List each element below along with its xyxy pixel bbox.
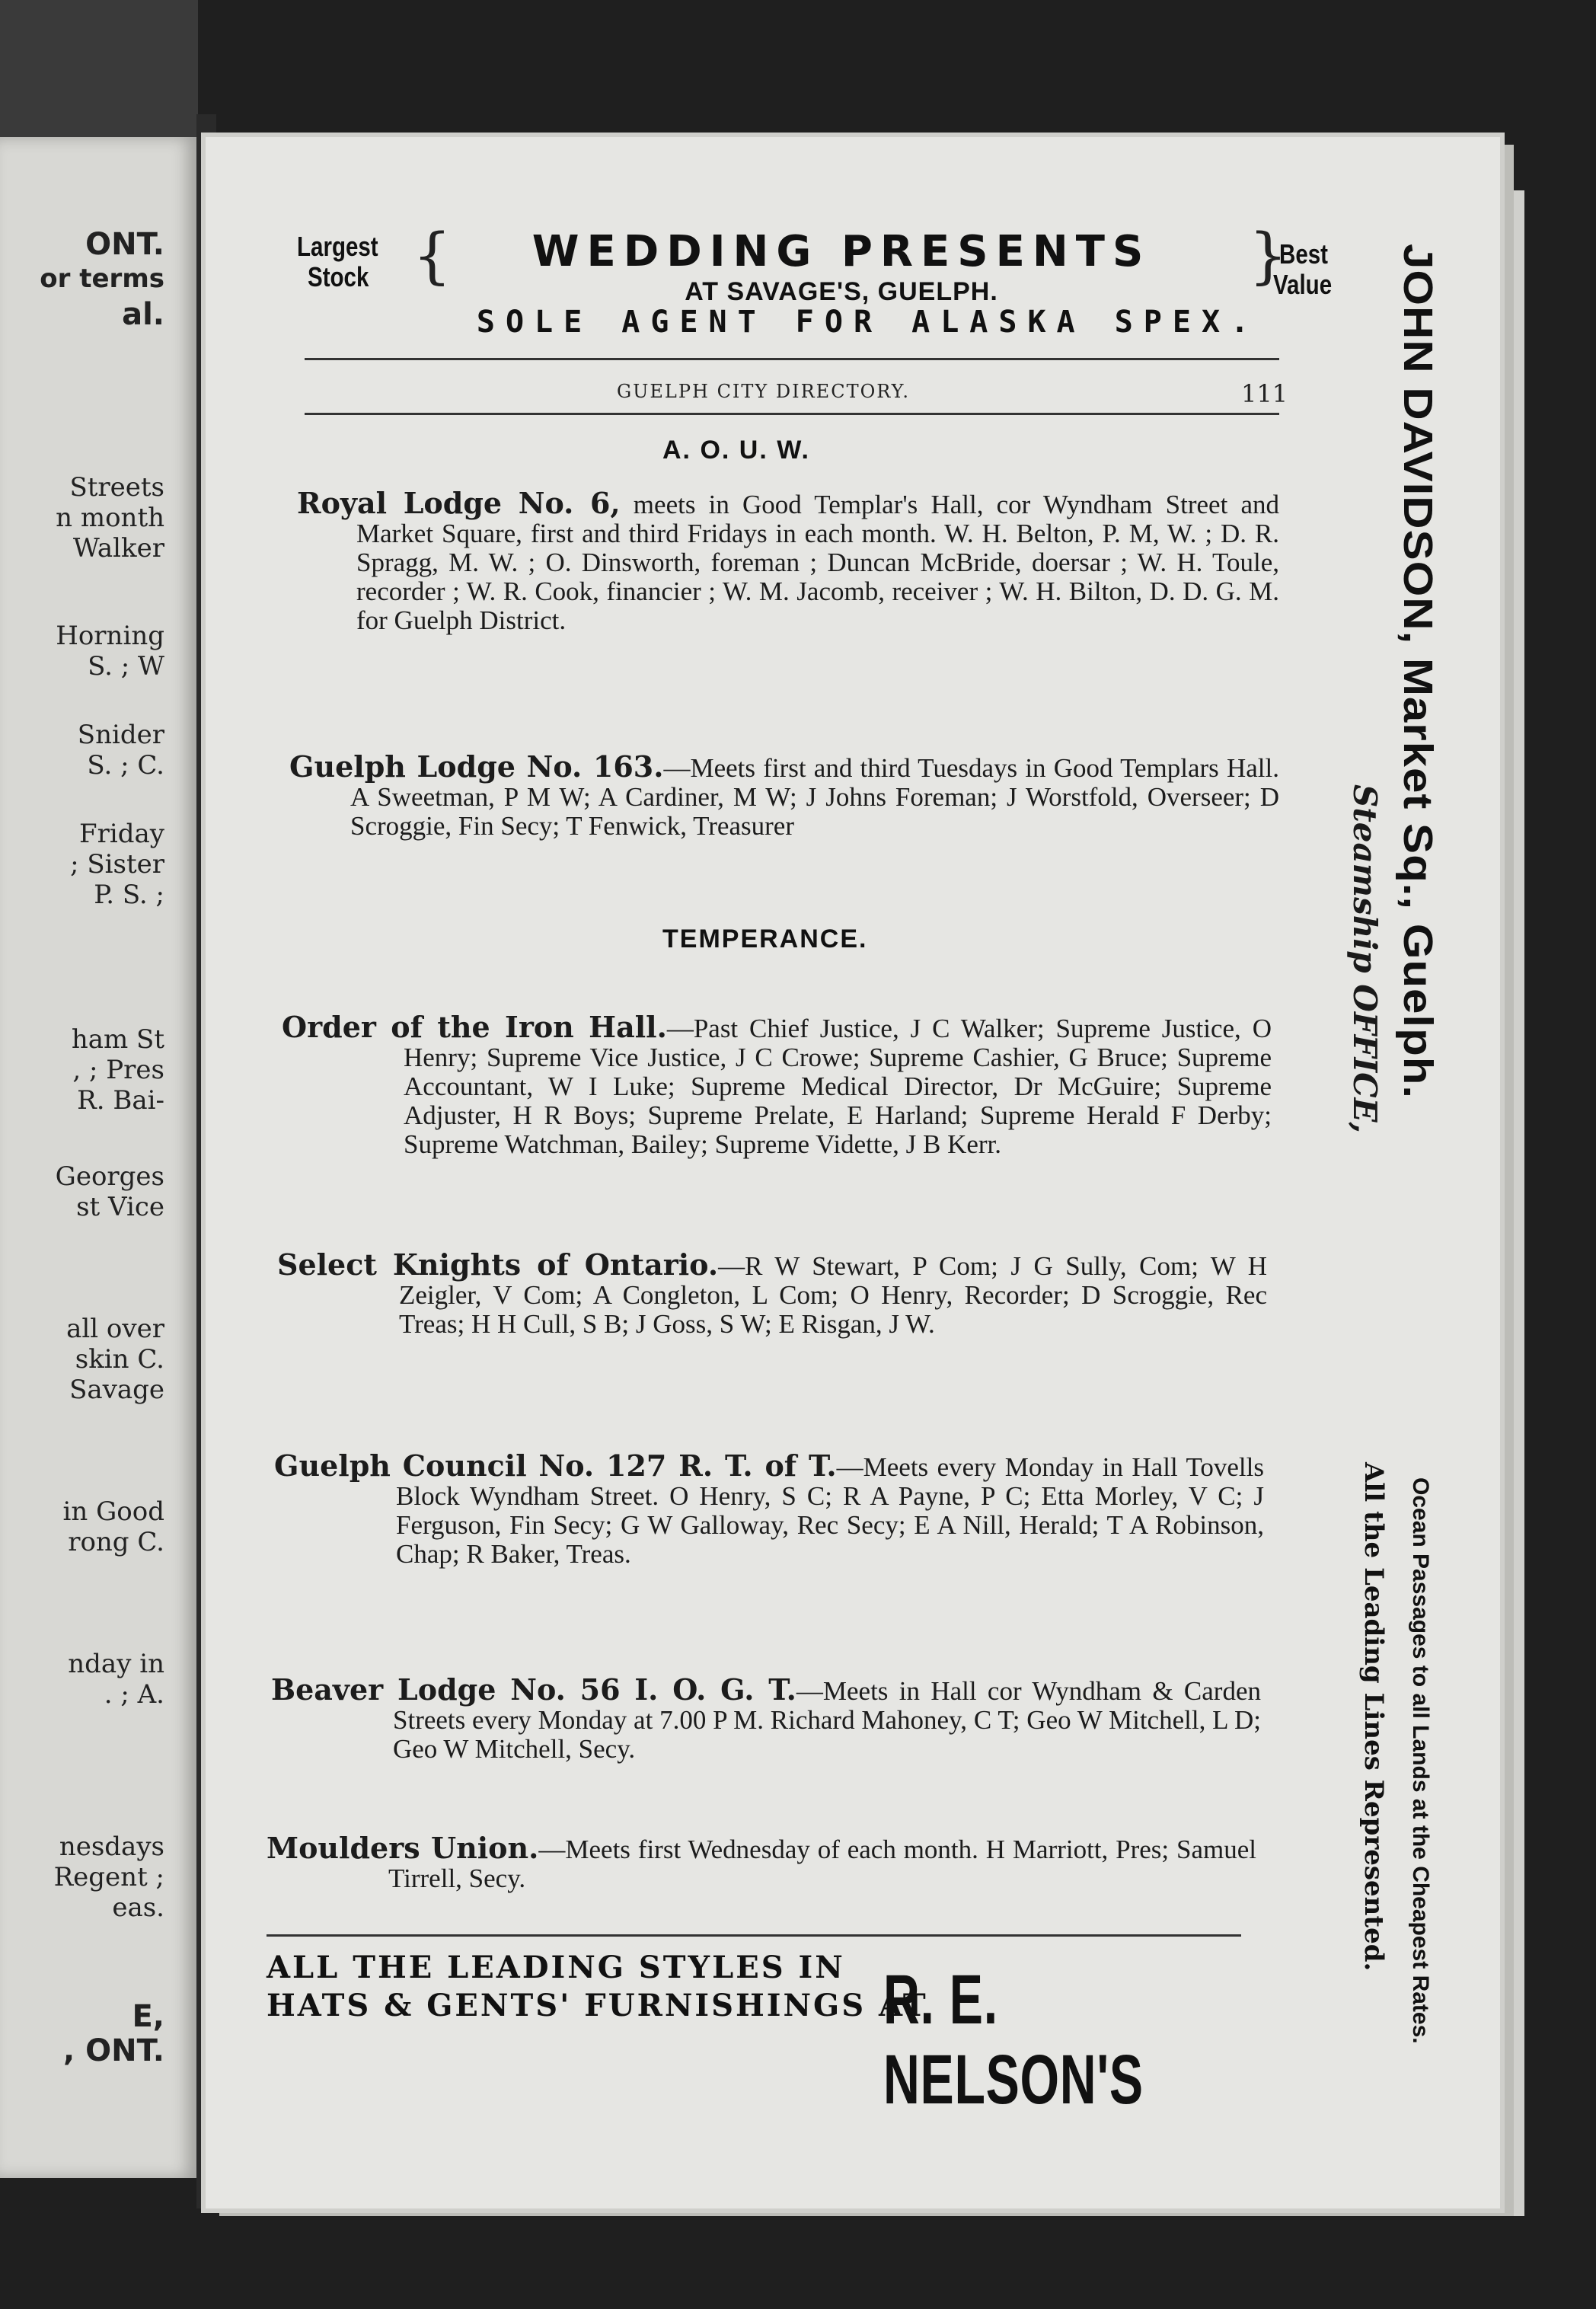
entry-moulders-union — [267, 1831, 1256, 1893]
entry-royal-lodge — [297, 486, 1279, 635]
left-page-line: Streets — [69, 472, 164, 503]
directory-page — [206, 137, 1500, 2208]
left-page-line: Georges — [55, 1161, 164, 1192]
left-page-line: st Vice — [76, 1192, 164, 1222]
left-page-line: nday in — [68, 1649, 164, 1679]
ocean-passages-line: Ocean Passages to all Lands at the Cheapest Rates. — [1408, 1477, 1433, 2044]
entry-text: —Meets in Hall cor Wyndham & Carden Streets every Monday at 7.00 P M. Richard Mahoney, C T; Geo W Mitchell, L D; Geo W Mitchell, Secy. — [393, 1676, 1261, 1764]
bottom-ad-line-2: HATS & GENTS' FURNISHINGS AT — [267, 1988, 928, 2023]
left-page-line: all over — [66, 1314, 164, 1344]
entry-beaver-lodge — [271, 1672, 1261, 1764]
left-page-line: rong C. — [68, 1527, 164, 1557]
john-davidson-banner: JOHN DAVIDSON, Market Sq., Guelph. — [1395, 244, 1441, 1100]
entry-text: —R W Stewart, P Com; J G Sully, Com; W H Zeigler, V Com; A Congleton, L Com; O Henry, Recorder; D Scroggie, Rec Treas; H H Cull, S B; J Goss, S W; E Risgan, J W. — [399, 1251, 1267, 1339]
left-page-line: or terms — [40, 263, 164, 294]
page-number: 111 — [1241, 379, 1288, 408]
best-label: Best — [1279, 238, 1328, 270]
header-advertisement — [297, 221, 1348, 358]
left-page-line: Walker — [72, 533, 164, 564]
left-page-line: ham St — [71, 1024, 164, 1055]
entry-text: meets in Good Templar's Hall, cor Wyndham Street and Market Square, first and third Fridays in each month. W. H. Belton, P. M, W. ; D. R. Spragg, M. W. ; O. Dinsworth, foreman ; Duncan McBride, doersar ; W. H. Toule, recorder ; W. R. Cook, financier ; W. M. Jacomb, receiver ; W. H. Bilton, D. D. G. M. for Guelph District. — [356, 490, 1279, 635]
bottom-ad-line-1: ALL THE LEADING STYLES IN — [267, 1950, 845, 1985]
left-page-line: S. ; C. — [87, 750, 164, 781]
entry-name: Guelph Council No. 127 R. T. of T. — [274, 1448, 837, 1483]
left-page-line: Horning — [56, 621, 164, 651]
left-page-line: Friday — [79, 819, 164, 849]
entry-text: —Meets first and third Tuesdays in Good Templars Hall. A Sweetman, P M W; A Cardiner, M W; J Johns Foreman; J Worstfold, Overseer; D Scroggie, Fin Secy; T Fenwick, Treasurer — [350, 753, 1279, 841]
entry-guelph-council — [274, 1448, 1264, 1569]
bottom-advertisement — [251, 1950, 1264, 2119]
stock-label: Stock — [308, 261, 369, 292]
left-page-line: ; Sister — [70, 849, 164, 880]
vertical-advertisement — [1255, 244, 1460, 2216]
entry-name: Select Knights of Ontario. — [277, 1247, 719, 1282]
nelson-store-name: R. E. NELSON'S — [883, 1961, 1144, 2119]
header-rule-top — [305, 358, 1279, 360]
left-page-line: skin C. — [75, 1344, 164, 1375]
entry-iron-hall — [282, 1010, 1272, 1159]
right-brace: } — [1249, 220, 1288, 291]
left-page-line: al. — [122, 297, 164, 332]
section-heading-aouw: A. O. U. W. — [662, 436, 810, 465]
savages-subtitle: AT SAVAGE'S, GUELPH. — [685, 277, 998, 306]
entry-name: Guelph Lodge No. 163. — [289, 749, 664, 784]
entry-text: —Meets every Monday in Hall Tovells Block Wyndham Street. O Henry, S C; R A Payne, P C; Etta Morley, V C; J Ferguson, Fin Secy; G W Galloway, Rec Secy; E A Nill, Herald; T A Robinson, Chap; R Baker, Treas. — [396, 1452, 1264, 1569]
entry-text: —Meets first Wednesday of each month. H Marriott, Pres; Samuel Tirrell, Secy. — [388, 1835, 1256, 1893]
background-corner — [0, 0, 198, 152]
entry-name: Order of the Iron Hall. — [282, 1010, 667, 1044]
entry-text: —Past Chief Justice, J C Walker; Supreme Justice, O Henry; Supreme Vice Justice, J C Crowe; Supreme Cashier, G Bruce; Supreme Accountant, W I Luke; Supreme Medical Director, Dr McGuire; Supreme Adjuster, H R Boys; Supreme Prelate, E Harland; Supreme Herald F Derby; Supreme Watchman, Bailey; Supreme Vidette, J B Kerr. — [404, 1014, 1272, 1159]
running-head: GUELPH CITY DIRECTORY. — [617, 381, 910, 402]
left-page-line: S. ; W — [88, 651, 164, 682]
left-page-line: nesdays — [59, 1832, 164, 1862]
entry-name: Beaver Lodge No. 56 I. O. G. T. — [271, 1672, 796, 1707]
value-label: Value — [1273, 269, 1333, 300]
left-page-line: , ONT. — [62, 2033, 164, 2068]
left-page-line: Regent ; — [53, 1862, 164, 1892]
left-page-line: n month — [56, 503, 164, 533]
entry-guelph-lodge — [289, 749, 1279, 841]
page-edge — [1508, 190, 1524, 2216]
left-page-line: E, — [132, 1999, 164, 2034]
left-page-line: eas. — [112, 1892, 164, 1923]
left-page-line: , ; Pres — [72, 1055, 164, 1085]
header-rule-bottom — [305, 413, 1279, 415]
left-page-line: Snider — [77, 720, 164, 750]
sole-agent-line: SOLE AGENT FOR ALASKA SPEX. — [476, 305, 1260, 340]
section-heading-temperance: TEMPERANCE. — [662, 925, 868, 953]
entry-name: Moulders Union. — [267, 1831, 539, 1865]
left-page-line: . ; A. — [104, 1679, 164, 1710]
entry-name: Royal Lodge No. 6, — [297, 486, 621, 520]
left-page-line: ONT. — [85, 227, 164, 262]
steamship-office-label: Steamship OFFICE, — [1346, 784, 1384, 1134]
left-page-line: in Good — [62, 1496, 164, 1527]
bottom-ad-rule — [267, 1934, 1241, 1937]
leading-lines-line: All the Leading Lines Represented. — [1358, 1462, 1389, 1972]
wedding-presents-title: WEDDING PRESENTS — [531, 227, 1151, 276]
entry-select-knights — [277, 1247, 1267, 1339]
left-page-line: R. Bai- — [77, 1085, 164, 1116]
largest-label: Largest — [297, 231, 378, 262]
left-brace: { — [413, 220, 452, 291]
left-page-line: P. S. ; — [94, 880, 164, 910]
left-page-line: Savage — [69, 1375, 164, 1405]
left-facing-page — [0, 137, 196, 2178]
